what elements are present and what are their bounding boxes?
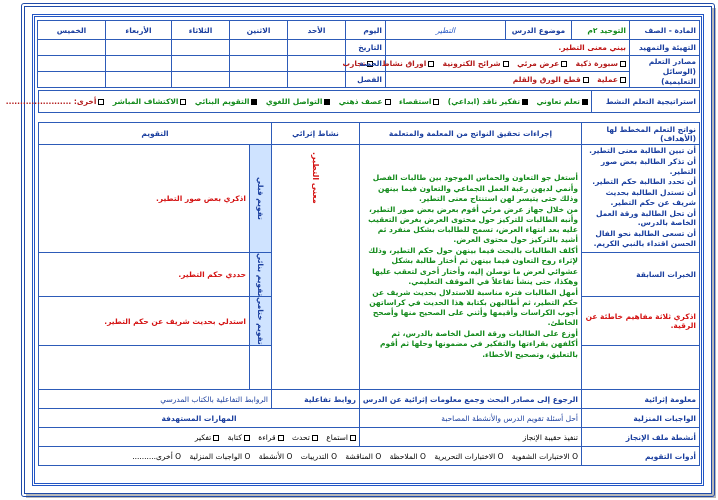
checkbox-icon <box>312 435 318 441</box>
checkbox-icon <box>278 435 284 441</box>
resource-experiments[interactable]: تجارب <box>342 59 373 68</box>
goal-3: أن تحدد الطالبة حكم التطير. <box>592 177 696 187</box>
radio-icon: O <box>328 451 337 461</box>
eval-formative-type: تقويم بنائي <box>249 253 271 297</box>
skill-listening[interactable]: استماع <box>326 433 356 442</box>
eval-summative-type: تقويم ختامي <box>249 297 271 346</box>
strategy-other[interactable]: أخرى: ....................... <box>6 97 105 106</box>
eval-pre-question: اذكري بعض صور التطير. <box>39 145 250 253</box>
class-label: الفصل <box>346 72 386 88</box>
tool-oral[interactable]: O الاختبارات الشفوية <box>511 451 578 461</box>
radio-icon: O <box>372 451 382 461</box>
radio-icon: O <box>417 451 426 461</box>
procedure-4: أمهل الطالبات فترة مناسبة للاستدلال بحديث شريف عن حكم التطير، ثم أطالبهن بكتابة هذا الحديث في كراساتهن أجوب الكراسات وأقيمها وأثني على الصحيح منها وأصحح الخاطئ. <box>369 287 578 328</box>
procedure-5: أوزع على الطالبات ورقة العمل الخاصة بالدرس، ثم أكلفهن بقراءتها والتفكير في مضمونها وحلها ثم أقوم بالتعليق، وتصحيح الأخطاء. <box>380 329 578 359</box>
goal-1: أن تبين الطالبة معنى التطير. <box>589 146 696 155</box>
skill-reading[interactable]: قراءة <box>258 433 283 442</box>
procedures-content <box>360 145 582 390</box>
radio-icon: O <box>569 451 578 461</box>
goal-2: أن تذكر الطالبة بعض صور التطير. <box>600 156 696 176</box>
tool-discussion[interactable]: O المناقشة <box>345 451 382 461</box>
tool-homework[interactable]: O الواجبات المنزلية <box>189 451 251 461</box>
main-table <box>38 122 700 466</box>
day-sunday: الأحد <box>288 21 346 40</box>
checkbox-icon <box>213 435 219 441</box>
resource-slides[interactable]: شرائح الكترونية <box>443 59 509 68</box>
activity-header: نشاط إثرائي <box>271 123 359 145</box>
procedure-2: من خلال جهاز عرض مرئي أقوم بعرض بعض صور التطير، وأنبه الطالبات للتركيز حول محتوى العرض بغرض التعقيب عليه بعد انتهاء العرض، تسمح للطالبات بشكل منفرد ثم أشيد بالتركيز حول محتوى العرض. <box>368 204 578 245</box>
strategy-brainstorm[interactable]: عصف ذهني <box>339 97 391 106</box>
goal-6: أن تسعى الطالبة نحو الفال الحسن اقتداء بالنبي الكريم. <box>593 229 696 248</box>
tools-label: أدوات التقويم <box>582 447 700 466</box>
day-thursday: الخميس <box>38 21 106 40</box>
intro-value: بيني معنى التطير. <box>386 40 630 56</box>
tools-options <box>39 447 582 466</box>
checkbox-icon <box>503 61 509 67</box>
checkbox-checked-icon <box>324 99 330 105</box>
resource-smartboard[interactable]: سبورة ذكية <box>576 59 626 68</box>
strategy-critical[interactable]: تفكير ناقد (ابداعي) <box>448 97 528 106</box>
checkbox-icon <box>180 99 186 105</box>
resource-worksheets[interactable]: اوراق نشاط <box>382 59 435 68</box>
radio-icon: O <box>242 451 251 461</box>
checkbox-icon <box>244 435 250 441</box>
checkbox-checked-icon <box>582 99 588 105</box>
skills-label: المهارات المستهدفة <box>39 409 360 428</box>
tool-written[interactable]: O الاختبارات التحريرية <box>434 451 504 461</box>
homework-label: الواجبات المنزلية <box>582 409 700 428</box>
strategy-formative[interactable]: التقويم البنائي <box>195 97 258 106</box>
portfolio-label: أنشطة ملف الإنجاز <box>582 428 700 447</box>
strategies-options <box>5 91 592 113</box>
lesson-info-table <box>37 20 700 88</box>
radio-icon: O <box>495 451 504 461</box>
subject-label: المادة - الصف <box>630 21 700 40</box>
homework-value: أحل أسئلة تقويم الدرس والأنشطة المصاحبة <box>360 409 582 428</box>
subject-value: التوحيد ٢م <box>572 21 630 40</box>
strategy-cooperative[interactable]: تعلم تعاوني <box>536 97 588 106</box>
top-section <box>5 20 700 113</box>
day-monday: الاثنين <box>230 21 288 40</box>
tool-observation[interactable]: O الملاحظة <box>389 451 426 461</box>
checkbox-icon <box>620 61 626 67</box>
skill-thinking[interactable]: تفكير <box>195 433 219 442</box>
checkbox-icon <box>385 99 391 105</box>
prior-value: اذكري ثلاثة مفاهيم خاطئة عن الرقية. <box>582 297 700 346</box>
procedure-3: أكلف الطالبات بالبحث فيما بينهن حول حكم التطير، وذلك لإثراء روح التعاون فيما بينهن ثم أختار طالبة بشكل عشوائي لعرض ما توصلن إليه، وأختار أخرى لتعقب عليها وهكذا، حتى ينشأ تفاعلاً في الموقف التعليمي. <box>368 246 578 286</box>
resources-row-2 <box>386 72 630 88</box>
goals-header: نواتج التعلم المخطط لها (الأهداف) <box>582 123 700 145</box>
eval-summative-question: استدلي بحديث شريف عن حكم التطير. <box>39 297 250 346</box>
eval-pre-type: تقويم قبلي <box>249 145 271 253</box>
checkbox-checked-icon <box>251 99 257 105</box>
enrichment-label: معلومة إثرائية <box>582 390 700 409</box>
tool-other[interactable]: O أخرى.......... <box>132 451 182 461</box>
checkbox-icon <box>583 77 589 83</box>
procedures-header: إجراءات تحقيق النواتج من المعلمة والمتعلمة <box>360 123 582 145</box>
activity-cell <box>271 145 359 390</box>
activity-value: معنى التطير. <box>310 152 320 204</box>
portfolio-value: تنفيذ حقيبة الإنجاز <box>360 428 582 447</box>
checkbox-icon <box>350 435 356 441</box>
tool-activities[interactable]: O الأنشطة <box>258 451 293 461</box>
checkbox-icon <box>561 61 567 67</box>
eval-formative-question: حددي حكم التطير. <box>39 253 250 297</box>
day-wednesday: الأربعاء <box>106 21 172 40</box>
topic-value: التطير <box>386 21 506 40</box>
checkbox-icon <box>620 77 626 83</box>
intro-label: التهيئة والتمهيد <box>630 40 700 56</box>
checkbox-icon <box>433 99 439 105</box>
skill-writing[interactable]: كتابة <box>228 433 250 442</box>
resource-paper-pen[interactable]: قطع الورق والقلم <box>513 75 589 84</box>
radio-icon: O <box>172 451 182 461</box>
date-label: التاريخ <box>346 40 386 56</box>
goal-5: أن تحل الطالبة ورقة العمل الخاصة بالدرس. <box>595 208 696 228</box>
evaluation-header: التقويم <box>39 123 272 145</box>
tool-exercises[interactable]: O التدريبات <box>300 451 337 461</box>
strategy-language[interactable]: التواصل اللغوي <box>266 97 331 106</box>
resources-label: مصادر التعلم (الوسائل التعليمية) <box>630 56 700 88</box>
resource-visual[interactable]: عرض مرئي <box>517 59 567 68</box>
day-label: اليوم <box>346 21 386 40</box>
checkbox-checked-icon <box>522 99 528 105</box>
day-tuesday: الثلاثاء <box>172 21 230 40</box>
goals-list <box>582 145 700 253</box>
topic-label: موضوع الدرس <box>506 21 572 40</box>
skills-options <box>39 428 360 447</box>
enrichment-value: الرجوع إلى مصادر البحث وجمع معلومات إثرائية عن الدرس <box>360 390 582 409</box>
strategy-discovery[interactable]: الاكتشاف المباشر <box>113 97 187 106</box>
strategies-label: استراتيجية التعلم النشط <box>592 91 700 113</box>
checkbox-icon <box>98 99 104 105</box>
period-label: الحصة <box>346 56 386 72</box>
prior-label: الخبرات السابقة <box>582 253 700 297</box>
goal-4: أن تستدل الطالبة بحديث شريف عن حكم التطير. <box>605 188 696 207</box>
skill-speaking[interactable]: تحدث <box>292 433 318 442</box>
main-section <box>38 122 700 466</box>
links-label: روابط تفاعلية <box>271 390 359 409</box>
procedure-1: أستغل جو التعاون والحماس الموجود بين طالبات الفصل وأنمي لديهن رغبة العمل الجماعي والتعاون فيما بينهن وذلك حتى يتيسر لهن استنتاج معنى التطير. <box>372 173 578 203</box>
checkbox-icon <box>428 61 434 67</box>
strategies-table <box>5 90 700 113</box>
resource-practical[interactable]: عملية <box>597 75 626 84</box>
strategy-inquiry[interactable]: استقصاء <box>399 97 439 106</box>
links-value: الروابط التفاعلية بالكتاب المدرسي <box>39 390 272 409</box>
radio-icon: O <box>284 451 293 461</box>
